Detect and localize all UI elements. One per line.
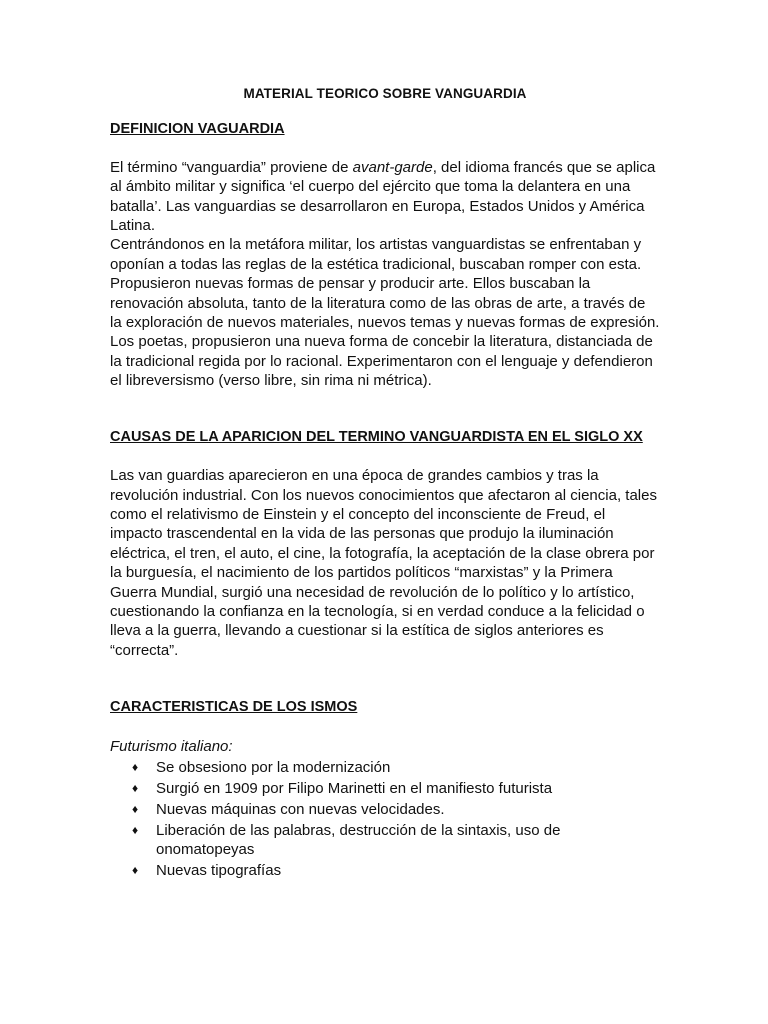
section-definicion (110, 120, 660, 390)
paragraph: Centrándonos en la metáfora militar, los artistas vanguardistas se enfrentaban y oponían a todas las reglas de la estética tradicional, buscaban romper con esta. (110, 236, 642, 273)
list-item (132, 861, 660, 880)
list-item (132, 779, 660, 798)
list-item (132, 758, 660, 777)
section-heading: CARACTERISTICAS DE LOS ISMOS (110, 699, 358, 716)
paragraph: Propusieron nuevas formas de pensar y producir arte. Ellos buscaban la renovación absoluta, tanto de la literatura como de las obras de arte, a través de la exploración de nuevos materiales, nuevos temas y nuevas formas de expresión. (110, 275, 660, 332)
paragraph-text-after: , del idioma francés que se aplica al ámbito militar y significa ‘el cuerpo del ejército que toma la delantera en una batalla’. Las vanguardias se desarrollaron en Europa, Estados Unidos y América Latina. (110, 158, 656, 235)
paragraph: Los poetas, propusieron una nueva forma de concebir la literatura, distanciada de la tradicional regida por lo racional. Experimentaron con el lenguaje y defendieron el libreversismo (verso libre, sin rima ni métrica). (110, 333, 653, 390)
list-item-text: Surgió en 1909 por Filipo Marinetti en el manifiesto futurista (156, 779, 553, 797)
paragraph-text-before: El término “vanguardia” proviene de (110, 158, 353, 176)
list-item (132, 821, 660, 860)
section-heading: CAUSAS DE LA APARICION DEL TERMINO VANGUARDISTA EN EL SIGLO XX (110, 428, 643, 445)
diamond-bullet-icon: ♦ (132, 863, 139, 877)
subheading-futurismo: Futurismo italiano: (110, 737, 233, 755)
list-item-text: Nuevas tipografías (156, 862, 282, 879)
list-item-text: Liberación de las palabras, destrucción de la sintaxis, uso de onomatopeyas (156, 821, 561, 859)
list-item-text: Se obsesiono por la modernización (156, 758, 391, 776)
document-body (110, 84, 660, 882)
paragraph (110, 158, 660, 236)
document-title: MATERIAL TEORICO SOBRE VANGUARDIA (243, 86, 527, 101)
diamond-bullet-icon: ♦ (132, 759, 139, 774)
bullet-list (110, 758, 660, 880)
list-item-text: Nuevas máquinas con nuevas velocidades. (156, 800, 445, 818)
diamond-bullet-icon: ♦ (132, 801, 139, 816)
list-item (132, 800, 660, 819)
paragraph: Las van guardias aparecieron en una época de grandes cambios y tras la revolución industrial. Con los nuevos conocimientos que afectaron al ciencia, tales como el relativismo de Einstein y el concepto del inconsciente de Freud, el impacto trascendental en la vida de las personas que produjo la iluminación eléctrica, el tren, el auto, el cine, la fotografía, la aceptación de la clase obrera por la burguesía, el nacimiento de los partidos políticos “marxistas” y la Primera Guerra Mundial, surgió una necesidad de revolución de lo político y lo artístico, cuestionando la confianza en la tecnología, si en verdad conduce a la felicidad o lleva a la guerra, llevando a cuestionar si la estítica de siglos anteriores es “correcta”. (110, 467, 657, 659)
section-causas (110, 428, 660, 660)
section-caracteristicas (110, 698, 660, 880)
diamond-bullet-icon: ♦ (132, 780, 139, 795)
diamond-bullet-icon: ♦ (132, 822, 139, 837)
italic-term: avant-garde (352, 158, 433, 176)
section-heading: DEFINICION VAGUARDIA (110, 121, 285, 138)
